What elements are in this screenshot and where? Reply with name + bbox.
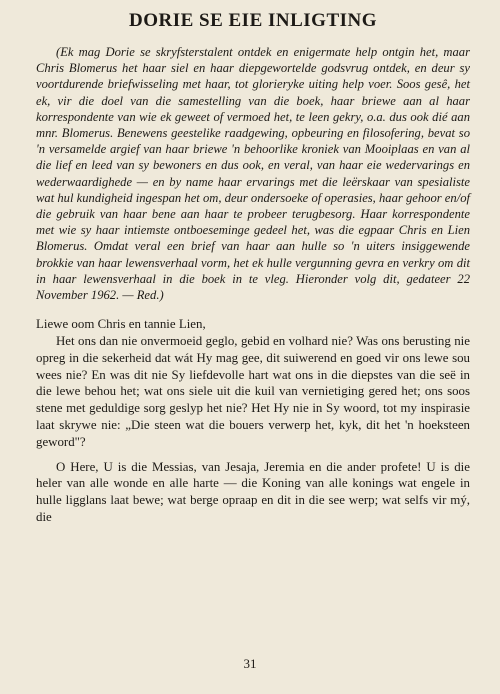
letter-paragraph: O Here, U is die Messias, van Jesaja, Jeremia en die ander profete! U is die heler van alle wonde en alle harte — die Koning van alle konings wat engele in hulle ligglans laat bewe; wat berge opraap en dit in die see werp; wat selfs vir mý, die xyxy=(36,459,470,525)
letter-salutation: Liewe oom Chris en tannie Lien, xyxy=(36,317,206,332)
page-title: DORIE SE EIE INLIGTING xyxy=(128,10,378,31)
editor-introduction: (Ek mag Dorie se skryfsterstalent ontdek en enigermate help ontgin het, maar Chris Blomerus het haar siel en haar diepgewortelde godsvrug ontdek, en deur sy voortdurende briefwisseling met haar, tot glorieryke uiting help voer. Soos gesê, het ek, vir die doel van die samestelling van die boek, haar briewe aan al haar korrespondente van wie ek geweet of vermoed het, te leen gekry, o.a. dus ook dié aan mnr. Blomerus. Benewens geestelike raadgewing, opbeuring en filosofering, bevat so 'n versamelde argief van haar briewe 'n behoorlike kroniek van Mooiplaas en van al die lief en leed van sy bewoners en dus ook, en veral, van haar eie wedervarings en wederwaardighede — en by name haar ervarings met die leërskaar van spesialiste wat hul kundigheid ingespan het om, deur ondersoeke of operasies, haar gehoor en/of die gebruik van haar bene aan haar te probeer terugbesorg. Haar korrespondente met wie sy haar intiemste ontboeseminge gedeel het, was die egpaar Chris en Lien Blomerus. Omdat veral een brief van haar aan hulle so 'n uiters insiggewende brokkie van haar lewensverhaal vorm, het ek hulle vergunning gevra en verkry om dit in haar lewensverhaal in die boek in te vleg. Hieronder volg dit, gedateer 22 November 1962. — Red.) xyxy=(36,45,470,303)
page-number: 31 xyxy=(243,656,257,671)
letter-paragraph: Het ons dan nie onvermoeid geglo, gebid en volhard nie? Was ons berusting nie opreg in die sekerheid dat wát Hy mag gee, dit suiwerend en goed vir ons lewe sou wees nie? En was dit nie Sy liefdevolle hart wat ons in die diepstes van die seë in die lewe behou het; wat ons siele uit die kuil van vernietiging gered het; ons soos stene met geduldige sorg geslyp het nie? Het Hy nie in Sy woord, tot my inspirasie laat skrywe nie: „Die steen wat die bouers verwerp het, kyk, dit het 'n hoeksteen geword"? xyxy=(36,334,470,449)
